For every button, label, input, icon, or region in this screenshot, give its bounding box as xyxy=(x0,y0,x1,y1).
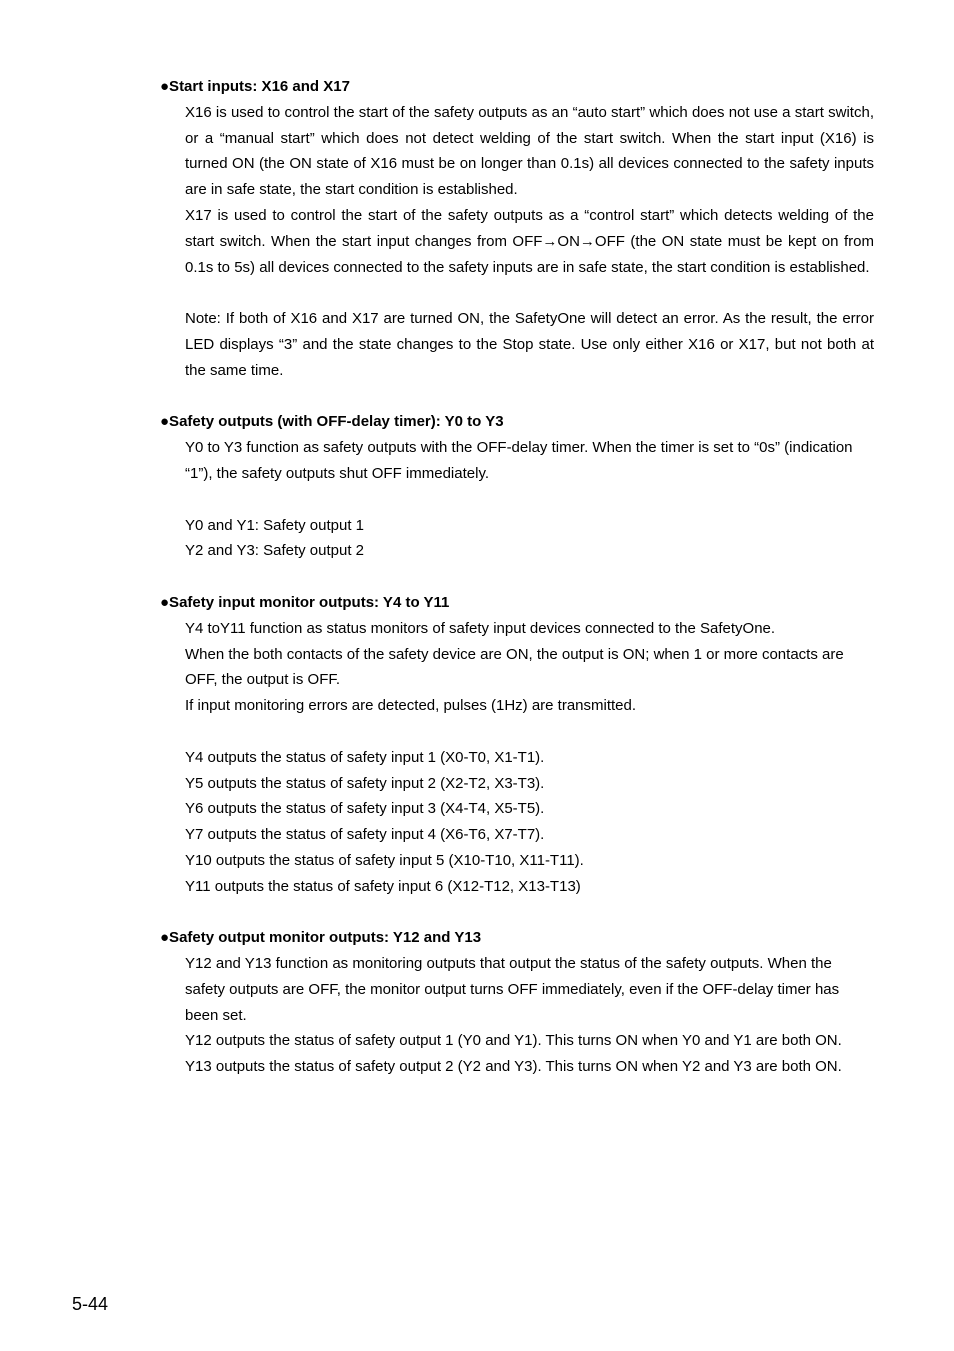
page-content xyxy=(160,74,874,1080)
paragraph: Y0 to Y3 function as safety outputs with the OFF-delay timer. When the timer is set to “0s” (indication “1”), the safety outputs shut OFF immediately. xyxy=(185,439,853,482)
spacer xyxy=(185,280,874,306)
section-start-inputs xyxy=(160,74,874,384)
paragraph: If input monitoring errors are detected, pulses (1Hz) are transmitted. xyxy=(185,697,637,715)
paragraph: Y4 toY11 function as status monitors of safety input devices connected to the SafetyOne. xyxy=(185,619,776,637)
list-item: Y11 outputs the status of safety input 6 (X12-T12, X13-T13) xyxy=(185,877,581,895)
note-paragraph: Note: If both of X16 and X17 are turned ON, the SafetyOne will detect an error. As the result, the error LED displays “3” and the state changes to the Stop state. Use only either X16 or X17, but not both at the same time. xyxy=(185,310,874,379)
section-body xyxy=(185,100,874,384)
section-body xyxy=(185,435,874,564)
section-safety-input-monitor xyxy=(160,590,874,900)
spacer xyxy=(160,384,874,410)
spacer xyxy=(160,564,874,590)
paragraph: X17 is used to control the start of the safety outputs as a “control start” which detects welding of the start switch. When the start input changes from OFF→ON→OFF (the ON state must be kept on from 0.1s to 5s) all devices connected to the safety inputs are in safe state, the start condition is established. xyxy=(185,206,874,276)
section-body xyxy=(185,951,874,1080)
spacer xyxy=(185,487,874,513)
paragraph: Y12 and Y13 function as monitoring outputs that output the status of the safety outputs. When the safety outputs are OFF, the monitor output turns OFF immediately, even if the OFF-delay timer has been set. xyxy=(185,955,840,1024)
paragraph: Y12 outputs the status of safety output 1 (Y0 and Y1). This turns ON when Y0 and Y1 are both ON. xyxy=(185,1032,842,1050)
list-item: Y6 outputs the status of safety input 3 (X4-T4, X5-T5). xyxy=(185,800,545,818)
paragraph: Y2 and Y3: Safety output 2 xyxy=(185,542,365,560)
paragraph: When the both contacts of the safety device are ON, the output is ON; when 1 or more contacts are OFF, the output is OFF. xyxy=(185,645,844,689)
spacer xyxy=(160,900,874,926)
spacer xyxy=(185,719,874,745)
section-heading: ●Safety input monitor outputs: Y4 to Y11 xyxy=(160,593,450,611)
list-item: Y10 outputs the status of safety input 5 (X10-T10, X11-T11). xyxy=(185,851,584,869)
section-heading: ●Safety output monitor outputs: Y12 and Y13 xyxy=(160,929,482,947)
list-item: Y7 outputs the status of safety input 4 (X6-T6, X7-T7). xyxy=(185,826,545,844)
section-body xyxy=(185,616,874,900)
section-safety-output-monitor xyxy=(160,925,874,1080)
paragraph: Y0 and Y1: Safety output 1 xyxy=(185,516,365,534)
page-number: 5-44 xyxy=(72,1294,109,1314)
section-safety-outputs xyxy=(160,409,874,564)
list-item: Y4 outputs the status of safety input 1 (X0-T0, X1-T1). xyxy=(185,748,545,766)
section-heading: ●Safety outputs (with OFF-delay timer): Y0 to Y3 xyxy=(160,413,504,431)
list-item: Y5 outputs the status of safety input 2 (X2-T2, X3-T3). xyxy=(185,774,545,792)
paragraph: Y13 outputs the status of safety output 2 (Y2 and Y3). This turns ON when Y2 and Y3 are both ON. xyxy=(185,1058,842,1076)
section-heading: ●Start inputs: X16 and X17 xyxy=(160,78,350,95)
paragraph: X16 is used to control the start of the safety outputs as an “auto start” which does not use a start switch, or a “manual start” which does not detect welding of the start switch. When the start input (X16) is turned ON (the ON state of X16 must be on longer than 0.1s) all devices connected to the safety inputs are in safe state, the start condition is established. xyxy=(185,103,874,199)
